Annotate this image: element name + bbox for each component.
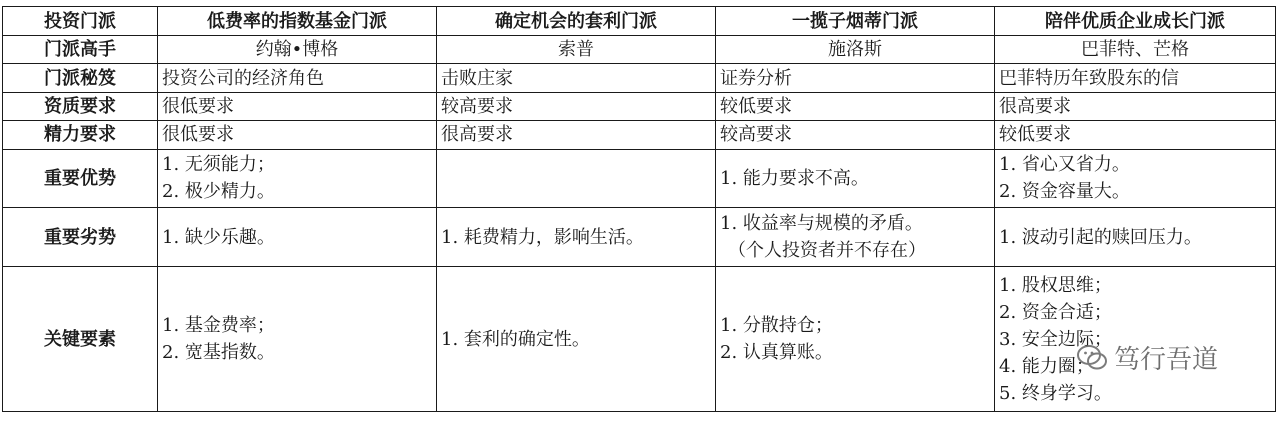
cell-talent-req-quality-growth <box>995 92 1276 120</box>
cell-line: 索普 <box>558 39 594 61</box>
watermark-text: 笃行吾道 <box>1114 345 1219 375</box>
cell-talent-req-index-fund <box>158 92 437 120</box>
cell-line: 很低要求 <box>162 95 234 117</box>
cell-line: 2. 认真算账。 <box>720 342 833 364</box>
row-talent-req <box>3 92 1276 120</box>
row-label-talent-req: 资质要求 <box>3 92 158 120</box>
cell-energy-req-arbitrage <box>437 121 716 149</box>
cell-line: 1. 股权思维； <box>999 274 1112 296</box>
cell-disadvantages-arbitrage <box>437 208 716 267</box>
cell-line: 巴菲特、芒格 <box>1081 39 1189 61</box>
cell-line: 1. 波动引起的赎回压力。 <box>999 226 1202 248</box>
cell-line: 1. 基金费率； <box>162 315 275 337</box>
header-row <box>3 7 1276 36</box>
cell-master-cigar-butt <box>716 36 995 64</box>
cell-line: 1. 分散持仓； <box>720 315 833 337</box>
cell-master-arbitrage <box>437 36 716 64</box>
header-cell-cigar-butt: 一揽子烟蒂门派 <box>716 7 995 36</box>
row-label-manual: 门派秘笈 <box>3 64 158 92</box>
wechat-watermark <box>1076 339 1218 376</box>
row-label-advantages: 重要优势 <box>3 149 158 208</box>
row-manual <box>3 64 1276 92</box>
cell-disadvantages-cigar-butt <box>716 208 995 267</box>
cell-line: 5. 终身学习。 <box>999 382 1112 404</box>
row-label-key-factors: 关键要素 <box>3 267 158 412</box>
wechat-icon <box>1076 342 1108 374</box>
cell-line: 1. 无须能力； <box>162 154 275 176</box>
cell-manual-arbitrage <box>437 64 716 92</box>
cell-line: 很高要求 <box>441 124 513 146</box>
cell-line: 2. 极少精力。 <box>162 181 275 203</box>
cell-line: 较高要求 <box>441 95 513 117</box>
cell-line: 投资公司的经济角色 <box>162 67 324 89</box>
cell-energy-req-cigar-butt <box>716 121 995 149</box>
cell-line: 2. 宽基指数。 <box>162 342 275 364</box>
header-cell-arbitrage: 确定机会的套利门派 <box>437 7 716 36</box>
cell-advantages-quality-growth <box>995 149 1276 208</box>
cell-line: 4. 能力圈； <box>999 355 1094 377</box>
cell-manual-cigar-butt <box>716 64 995 92</box>
cell-manual-quality-growth <box>995 64 1276 92</box>
row-master <box>3 36 1276 64</box>
cell-key-factors-arbitrage <box>437 267 716 412</box>
row-advantages <box>3 149 1276 208</box>
cell-line: 约翰•博格 <box>255 39 339 61</box>
cell-line: 较低要求 <box>720 95 792 117</box>
cell-line: 1. 缺少乐趣。 <box>162 226 275 248</box>
cell-energy-req-quality-growth <box>995 121 1276 149</box>
cell-energy-req-index-fund <box>158 121 437 149</box>
cell-line: 很低要求 <box>162 124 234 146</box>
cell-line: 1. 耗费精力，影响生活。 <box>441 226 644 248</box>
header-cell-school: 投资门派 <box>3 7 158 36</box>
cell-talent-req-arbitrage <box>437 92 716 120</box>
cell-line: 较高要求 <box>720 124 792 146</box>
cell-advantages-index-fund <box>158 149 437 208</box>
cell-talent-req-cigar-butt <box>716 92 995 120</box>
cell-line: 1. 套利的确定性。 <box>441 328 590 350</box>
cell-line: 证券分析 <box>720 67 792 89</box>
cell-line: 巴菲特历年致股东的信 <box>999 67 1179 89</box>
cell-manual-index-fund <box>158 64 437 92</box>
cell-key-factors-cigar-butt <box>716 267 995 412</box>
cell-master-quality-growth <box>995 36 1276 64</box>
cell-line: 较低要求 <box>999 124 1071 146</box>
row-label-energy-req: 精力要求 <box>3 121 158 149</box>
header-cell-index-fund: 低费率的指数基金门派 <box>158 7 437 36</box>
row-label-master: 门派高手 <box>3 36 158 64</box>
cell-line: 很高要求 <box>999 95 1071 117</box>
row-energy-req <box>3 121 1276 149</box>
cell-disadvantages-quality-growth <box>995 208 1276 267</box>
cell-line: 施洛斯 <box>828 39 882 61</box>
cell-line: 1. 省心又省力。 <box>999 154 1130 176</box>
cell-line: 3. 安全边际； <box>999 328 1112 350</box>
cell-line: （个人投资者并不存在） <box>728 240 926 262</box>
cell-line: 击败庄家 <box>441 67 513 89</box>
cell-line: 1. 能力要求不高。 <box>720 167 869 189</box>
row-disadvantages <box>3 208 1276 267</box>
cell-master-index-fund <box>158 36 437 64</box>
header-cell-quality-growth: 陪伴优质企业成长门派 <box>995 7 1276 36</box>
cell-line: 2. 资金容量大。 <box>999 181 1130 203</box>
cell-advantages-cigar-butt <box>716 149 995 208</box>
row-label-disadvantages: 重要劣势 <box>3 208 158 267</box>
cell-line: 2. 资金合适； <box>999 301 1112 323</box>
cell-key-factors-index-fund <box>158 267 437 412</box>
cell-disadvantages-index-fund <box>158 208 437 267</box>
cell-line: 1. 收益率与规模的矛盾。 <box>720 213 923 235</box>
cell-advantages-arbitrage <box>437 149 716 208</box>
